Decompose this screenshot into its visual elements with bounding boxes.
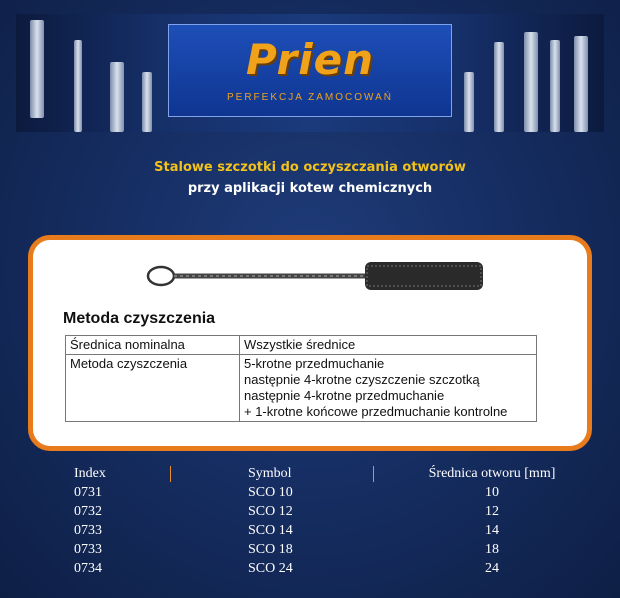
anchor-image	[494, 42, 504, 132]
brush-image	[33, 254, 587, 314]
column-header: Index	[74, 466, 106, 481]
anchor-image	[464, 72, 474, 132]
brand-logo	[168, 24, 452, 117]
column-header: Średnica otworu [mm]	[428, 466, 556, 481]
table-row	[66, 355, 537, 422]
table-cell: 0732	[74, 504, 102, 519]
table-row	[66, 336, 537, 355]
anchor-image	[30, 20, 44, 118]
anchor-image	[74, 40, 82, 132]
column-header: Symbol	[248, 466, 292, 481]
table-cell: 0733	[74, 542, 102, 557]
value-line: 5-krotne przedmuchanie	[244, 356, 385, 371]
method-heading: Metoda czyszczenia	[63, 310, 216, 327]
anchor-image	[550, 40, 560, 132]
table-cell-label: Metoda czyszczenia	[66, 355, 240, 422]
value-line: Wszystkie średnice	[244, 337, 356, 352]
brand-tagline: PERFEKCJA ZAMOCOWAŃ	[227, 92, 393, 103]
column-separator	[170, 466, 171, 482]
table-cell-label: Średnica nominalna	[66, 336, 240, 355]
table-cell: 0733	[74, 523, 102, 538]
table-cell: SCO 10	[248, 485, 293, 500]
page-title-line1: Stalowe szczotki do oczyszczania otworów	[154, 160, 466, 175]
brand-name: Prien	[246, 35, 374, 84]
anchor-image	[142, 72, 152, 132]
index-column	[74, 464, 106, 578]
table-cell: 12	[485, 504, 499, 519]
value-line: następnie 4-krotne czyszczenie szczotką	[244, 372, 480, 387]
anchor-image	[110, 62, 124, 132]
table-cell: 24	[485, 561, 499, 576]
method-table	[65, 335, 537, 422]
diameter-column	[417, 464, 567, 578]
table-cell: SCO 14	[248, 523, 293, 538]
table-cell: 18	[485, 542, 499, 557]
table-cell: SCO 24	[248, 561, 293, 576]
table-cell: 14	[485, 523, 499, 538]
page-title-line2: przy aplikacji kotew chemicznych	[187, 181, 433, 196]
method-card	[28, 235, 592, 451]
table-cell: 0731	[74, 485, 102, 500]
value-line: następnie 4-krotne przedmuchanie	[244, 388, 445, 403]
value-line: + 1-krotne końcowe przedmuchanie kontrolne	[244, 404, 508, 419]
symbol-column	[248, 464, 293, 578]
table-cell-value	[240, 336, 537, 355]
table-cell: SCO 18	[248, 542, 293, 557]
table-cell-value	[240, 355, 537, 422]
anchor-image	[524, 32, 538, 132]
table-cell: 10	[485, 485, 499, 500]
table-cell: 0734	[74, 561, 102, 576]
anchor-image	[574, 36, 588, 132]
table-cell: SCO 12	[248, 504, 293, 519]
column-separator	[373, 466, 374, 482]
